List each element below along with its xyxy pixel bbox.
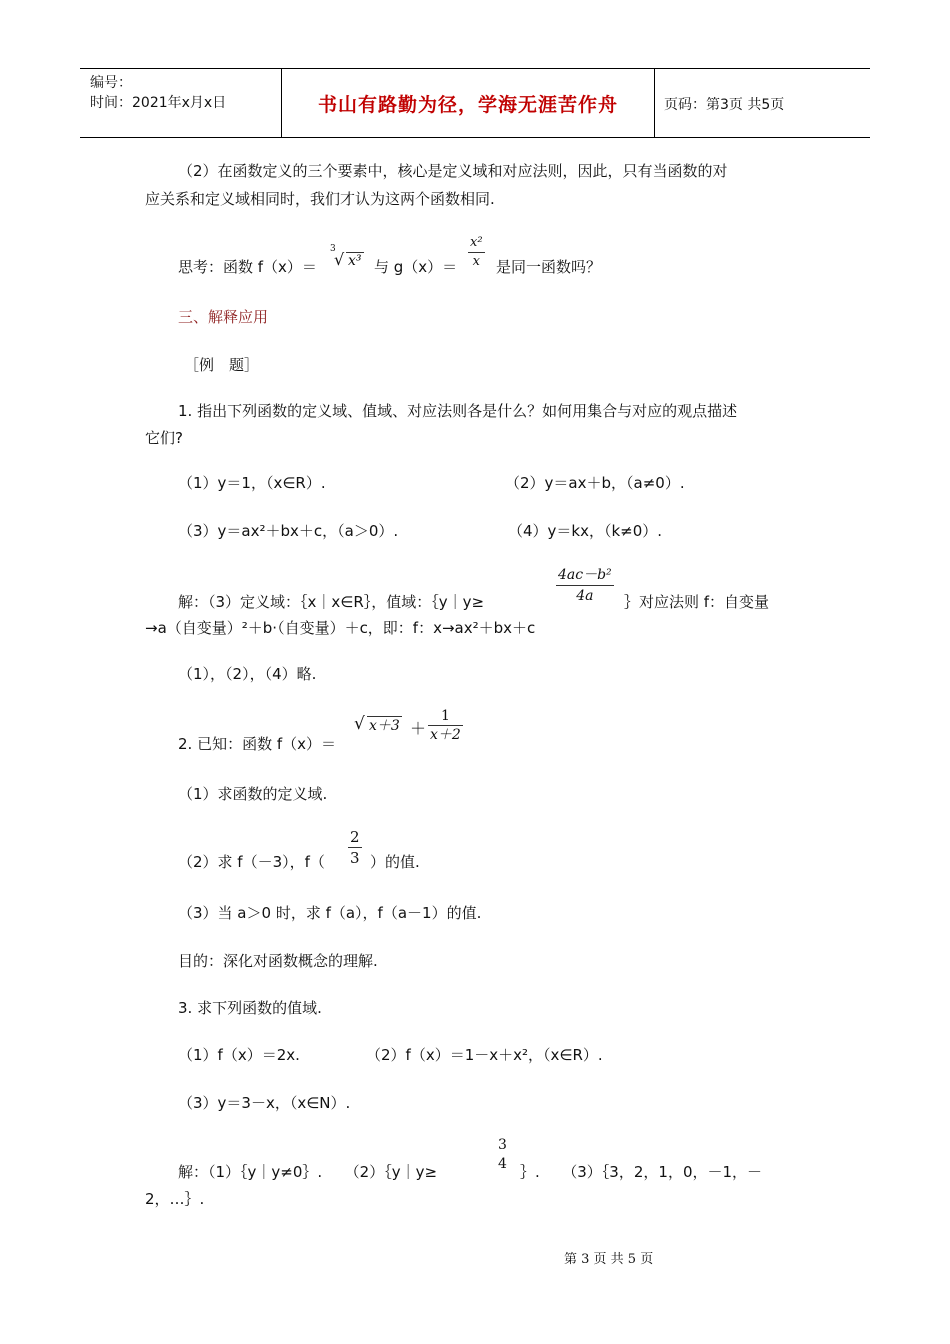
q2-item2-suffix: ）的值.: [370, 853, 420, 871]
think-prefix: 思考：函数 f（x）＝: [178, 258, 317, 276]
q3-item3: （3）y＝3－x，（x∈N）.: [178, 1094, 351, 1112]
q3-title: 3. 求下列函数的值域.: [178, 999, 322, 1017]
q2-item2-num: 2: [350, 828, 360, 846]
q2-item2-den: 3: [350, 849, 360, 867]
q2-fraction: [428, 707, 463, 744]
sol1-suffix: ｝对应法则 f：自变量: [624, 593, 770, 611]
q2-frac-num: 1: [440, 708, 450, 724]
header-meta: [90, 73, 226, 113]
sol3-fraction: [496, 1136, 509, 1174]
think-radicand: x³: [348, 253, 362, 269]
think-fraction: [468, 234, 485, 271]
q1-line1: 1. 指出下列函数的定义域、值域、对应法则各是什么？如何用集合与对应的观点描述: [178, 402, 738, 420]
q3-item2: （2）f（x）＝1－x＋x²，（x∈R）.: [366, 1046, 603, 1064]
sol1-frac-num: 4ac－b²: [558, 567, 612, 583]
q1-item1: （1）y＝1，（x∈R）.: [178, 474, 326, 492]
q1-item3: （3）y＝ax²＋bx＋c，（a＞0）.: [178, 522, 399, 540]
sol3-den: 4: [498, 1156, 507, 1172]
think-frac-num: x²: [470, 235, 483, 250]
header-motto: 书山有路勤为径，学海无涯苦作舟: [317, 93, 618, 116]
q1-item4: （4）y＝kx，（k≠0）.: [508, 522, 663, 540]
para2-line1: （2）在函数定义的三个要素中，核心是定义域和对应法则，因此，只有当函数的对: [178, 162, 728, 180]
sol3-num: 3: [498, 1137, 507, 1153]
sol1-frac-den: 4a: [556, 585, 614, 606]
code-label: 编号：: [90, 75, 132, 91]
think-suffix: 是同一函数吗？: [496, 258, 602, 276]
header-page-info: 页码：第3页 共5页: [664, 97, 785, 113]
q2-frac-den: x＋2: [430, 727, 461, 743]
q2-item2-prefix: （2）求 f（－3），f（: [178, 853, 325, 871]
q1-line2: 它们?: [145, 429, 183, 447]
radical-sign-icon: √: [334, 250, 345, 269]
q2-item1: （1）求函数的定义域.: [178, 785, 328, 803]
header-divider: [654, 69, 655, 137]
think-mid: 与 g（x）＝: [374, 258, 458, 276]
think-frac-den: x: [468, 252, 485, 271]
q3-item1: （1）f（x）＝2x.: [178, 1046, 300, 1064]
example-label: ［例 题］: [184, 356, 260, 374]
sol1-prefix: 解：（3）定义域：｛x｜x∈R｝，值域：｛y｜y≥: [178, 593, 485, 611]
q2-item2-fraction: [348, 827, 362, 868]
q1-item2: （2）y＝ax＋b，（a≠0）.: [505, 474, 685, 492]
q2-prefix: 2. 已知：函数 f（x）＝: [178, 735, 337, 753]
sol1-line2: →a（自变量）²＋b·（自变量）＋c，即：f：x→ax²＋bx＋c: [145, 619, 536, 637]
q2-radicand: x＋3: [369, 718, 400, 734]
q2-plus: ＋: [410, 719, 427, 738]
section-title: 三、解释应用: [178, 308, 269, 326]
radical-sign-icon: √: [354, 714, 365, 734]
sol1-line3: （1），（2），（4）略.: [178, 665, 317, 683]
sol3-part1: 解：（1）｛y｜y≠0｝. （2）｛y｜y≥: [178, 1163, 438, 1181]
sol3-part2: ｝. （3）｛3，2，1，0，－1，－: [520, 1163, 763, 1181]
sol3-line2: 2，…｝.: [145, 1190, 205, 1208]
cube-root-index: 3: [330, 244, 336, 254]
time-label: 时间：2021年x月x日: [90, 95, 227, 111]
sol1-fraction: [556, 565, 614, 606]
q2-item3: （3）当 a＞0 时，求 f（a），f（a－1）的值.: [178, 904, 482, 922]
para2-line2: 应关系和定义域相同时，我们才认为这两个函数相同.: [145, 190, 495, 208]
page-header: [80, 68, 870, 138]
page-footer: 第 3 页 共 5 页: [564, 1252, 654, 1267]
purpose: 目的：深化对函数概念的理解.: [178, 952, 378, 970]
